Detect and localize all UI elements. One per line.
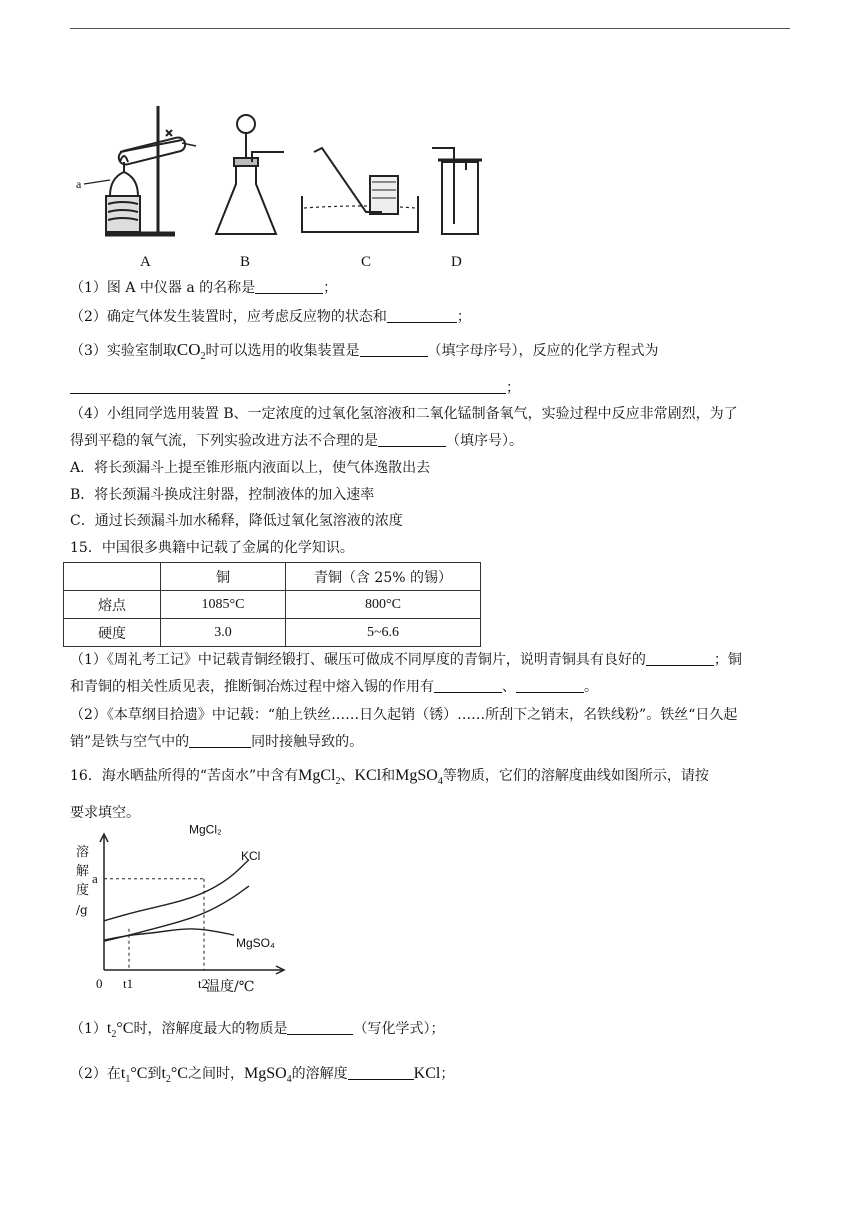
table-header-cell: 青铜（含 25% 的锡） <box>286 563 481 591</box>
q15-part1-line2: 和青铜的相关性质见表，推断铜冶炼过程中熔入锡的作用有 、 。 <box>70 679 598 695</box>
apparatus-c-drawing <box>302 148 418 232</box>
q15-table <box>63 562 481 647</box>
q16-part2: （2）在$t_1^\circ C$到$t_2^\circ C$之间时，MgSO$_4$的溶解度 KCl； <box>70 1065 455 1085</box>
series-label: KCl <box>241 849 261 863</box>
q14-option-c: C．通过长颈漏斗加水稀释，降低过氧化氢溶液的浓度 <box>70 513 403 529</box>
label-a: A <box>140 254 151 270</box>
q14-part1: （1）图 A 中仪器 a 的名称是 ； <box>70 280 338 296</box>
answer-blank[interactable] <box>287 1020 353 1035</box>
q15-part1-line1: （1）《周礼考工记》中记载青铜经锻打、碾压可做成不同厚度的青铜片，说明青铜具有良好的 ；铜 <box>70 652 742 668</box>
series-label: MgSO₄ <box>236 936 275 951</box>
x-tick-label: 0 <box>96 976 103 991</box>
answer-blank[interactable] <box>516 678 584 693</box>
answer-blank[interactable] <box>434 678 502 693</box>
series-line <box>104 860 249 921</box>
x-tick-label: t1 <box>123 976 134 991</box>
equation-blank[interactable] <box>70 379 506 394</box>
label-c: C <box>361 254 372 270</box>
answer-blank[interactable] <box>646 651 714 666</box>
apparatus-d-drawing <box>432 148 482 234</box>
table-header-cell: 铜 <box>161 563 286 591</box>
answer-blank[interactable] <box>387 308 457 323</box>
table-row <box>64 619 481 647</box>
x-tick-label: t2 <box>198 976 209 991</box>
answer-blank[interactable] <box>348 1065 414 1080</box>
table-cell: 5~6.6 <box>286 619 481 647</box>
series-label: MgCl₂ <box>189 822 222 837</box>
table-cell: 1085°C <box>161 591 286 619</box>
table-cell: 800°C <box>286 591 481 619</box>
ylabel-unit: /g <box>76 903 88 917</box>
table-cell: 3.0 <box>161 619 286 647</box>
q15-part2-line2: 销”是铁与空气中的 同时接触导致的。 <box>70 734 364 750</box>
q14-option-b: B．将长颈漏斗换成注射器，控制液体的加入速率 <box>70 487 375 503</box>
table-cell: 硬度 <box>64 619 161 647</box>
table-header-row <box>64 563 481 591</box>
label-b: B <box>240 254 251 270</box>
ylabel-char: 溶 <box>76 845 90 860</box>
answer-blank[interactable] <box>255 279 323 294</box>
q16-stem-line1: 16．海水晒盐所得的“苦卤水”中含有MgCl$_2$、KCl和MgSO$_4$等物质，它们的溶解度曲线如图所示，请按 <box>70 767 709 787</box>
y-tick-label: a <box>92 870 98 886</box>
apparatus-b-drawing <box>216 115 284 234</box>
label-d: D <box>451 254 462 270</box>
q15-title: 15．中国很多典籍中记载了金属的化学知识。 <box>70 540 354 556</box>
q15-part2-line1: （2）《本草纲目拾遗》中记载：“舶上铁丝……日久起销（锈）……所刮下之销末，名铁线粉”。铁丝“日久起 <box>70 707 738 723</box>
header-rule <box>70 28 790 29</box>
solubility-chart <box>70 822 290 996</box>
q14-part2: （2）确定气体发生装置时，应考虑反应物的状态和 ； <box>70 309 471 325</box>
q14-option-a: A．将长颈漏斗上提至锥形瓶内液面以上，使气体逸散出去 <box>70 460 431 476</box>
table-row <box>64 591 481 619</box>
q14-part3-equation-line: ； <box>70 378 520 398</box>
apparatus-a-drawing <box>84 106 196 234</box>
q16-part1: $(1)t_2^\circ C$时，溶解度最大的物质是 （写化学式）； <box>70 1020 445 1040</box>
series-line <box>104 929 234 940</box>
ylabel-char: 解 <box>76 864 90 879</box>
xlabel: 温度/℃ <box>206 979 255 995</box>
q16-stem-line2: 要求填空。 <box>70 805 140 821</box>
q14-part4-line2: 得到平稳的氧气流，下列实验改进方法不合理的是 （填序号）。 <box>70 433 523 449</box>
apparatus-figure <box>70 100 490 272</box>
q14-part4-line1: （4）小组同学选用装置 B、一定浓度的过氧化氢溶液和二氧化锰制备氧气，实验过程中反应非常剧烈，为了 <box>70 406 738 422</box>
answer-blank[interactable] <box>360 342 428 357</box>
answer-blank[interactable] <box>189 733 251 748</box>
table-header-cell <box>64 563 161 591</box>
table-cell: 熔点 <box>64 591 161 619</box>
q14-part3: （3）实验室制取$CO_2$时可以选用的收集装置是 （填字母序号），反应的化学方程式为 <box>70 340 659 362</box>
pointer-label-a: a <box>76 177 82 191</box>
ylabel-char: 度 <box>76 883 90 898</box>
answer-blank[interactable] <box>378 432 446 447</box>
